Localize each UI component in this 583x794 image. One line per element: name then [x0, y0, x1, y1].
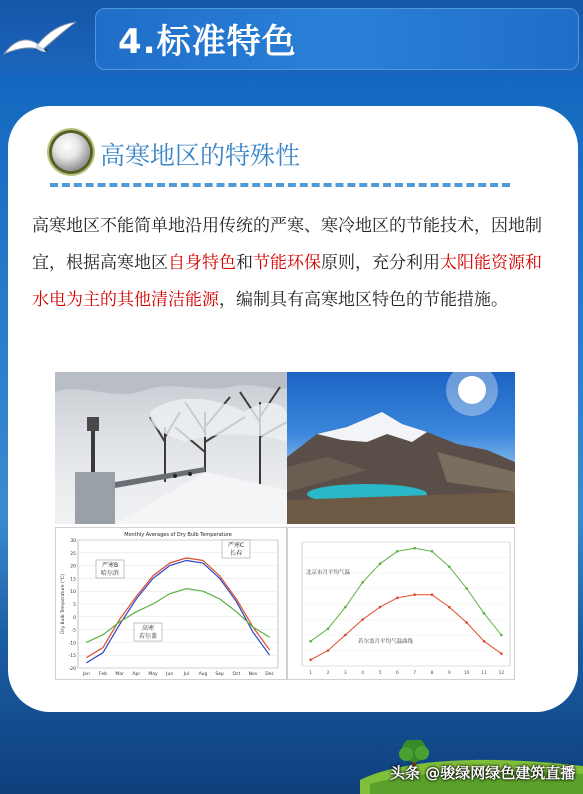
data-point [361, 618, 364, 621]
data-point [465, 621, 468, 624]
annotation-label: 严寒C [227, 542, 245, 549]
x-tick-label: Feb [99, 672, 107, 677]
data-point [327, 649, 330, 652]
y-axis-label: Dry Bulb Temperature (°C) [61, 574, 66, 634]
x-tick-label: Mar [115, 672, 124, 677]
text-part: ，编制具有高寒地区特色的节能措施。 [219, 290, 508, 310]
data-point [500, 652, 503, 655]
data-point [483, 612, 486, 615]
x-tick-label: 7 [413, 671, 417, 676]
annotation-label: 若尔盖月平均气温曲线 [358, 639, 414, 645]
y-tick-label: -5 [71, 628, 76, 634]
y-tick-label: 0 [73, 615, 76, 621]
y-tick-label: 5 [73, 603, 76, 608]
annotation-label: 北京市月平均气温 [306, 570, 351, 576]
body-paragraph [32, 208, 557, 319]
x-tick-label: 2 [326, 671, 330, 676]
x-tick-label: Dec [265, 672, 275, 677]
data-point [431, 550, 434, 553]
y-tick-label: 15 [70, 577, 76, 583]
data-point [379, 606, 382, 609]
data-point [413, 593, 416, 596]
chart-right-plot [288, 528, 516, 681]
x-tick-label: 1 [309, 671, 313, 676]
dashed-divider [50, 183, 510, 187]
bullet-orb-icon [52, 133, 90, 171]
page-title: 4.标准特色 [118, 22, 297, 62]
chart-left-plot [56, 528, 288, 681]
highlight-self-features: 自身特色 [168, 253, 236, 273]
data-point [483, 640, 486, 643]
data-point [431, 593, 434, 596]
watermark: 头条 @骏绿网绿色建筑直播 [390, 764, 576, 782]
data-point [500, 634, 503, 637]
x-tick-label: 4 [361, 671, 365, 676]
section-title: 高寒地区的特殊性 [100, 141, 301, 170]
series-line-0 [311, 548, 502, 641]
x-tick-label: Jun [166, 672, 174, 677]
x-tick-label: Sep [215, 672, 224, 677]
data-point [448, 566, 451, 569]
data-point [379, 562, 382, 565]
x-tick-label: Jul [183, 672, 190, 677]
data-point [309, 659, 312, 662]
data-point [396, 550, 399, 553]
data-point [327, 628, 330, 631]
y-tick-label: 30 [70, 539, 76, 544]
data-point [344, 634, 347, 637]
x-tick-label: 10 [463, 671, 470, 676]
data-point [396, 597, 399, 600]
data-point [361, 581, 364, 584]
y-tick-label: -20 [68, 667, 76, 672]
annotation-label: 长春 [229, 550, 243, 557]
text-part: 原则，充分利用 [321, 253, 440, 273]
temperature-chart-right [287, 527, 515, 680]
x-tick-label: Nov [248, 672, 258, 677]
annotation-label: 严寒B [101, 562, 119, 569]
y-tick-label: -15 [68, 654, 76, 660]
seagull-icon [0, 10, 80, 70]
series-line-1 [311, 595, 502, 660]
x-tick-label: Jan [82, 672, 90, 677]
mountain-lake-photo [287, 372, 515, 524]
x-tick-label: 11 [481, 671, 487, 676]
data-point [465, 587, 468, 590]
x-tick-label: May [148, 672, 158, 677]
temperature-chart-left [55, 527, 287, 680]
mountain-scene-illustration [287, 372, 515, 524]
x-tick-label: Aug [198, 672, 208, 677]
x-tick-label: 12 [498, 671, 505, 676]
chart-title: Monthly Averages of Dry Bulb Temperature [124, 532, 232, 538]
y-tick-label: -10 [68, 641, 76, 647]
text-part: 高寒地区不能简单地沿用传统的严寒、寒冷地区的节能技术，因地制宜，根据高寒地区 [32, 216, 542, 273]
data-point [413, 547, 416, 550]
data-point [344, 606, 347, 609]
x-tick-label: Apr [132, 672, 141, 677]
data-point [448, 606, 451, 609]
snow-scene-illustration [55, 372, 287, 524]
y-tick-label: 10 [70, 590, 76, 596]
x-tick-label: 6 [395, 671, 399, 676]
data-point [309, 640, 312, 643]
x-tick-label: 3 [343, 671, 347, 676]
annotation-label: 高寒 [141, 625, 155, 632]
highlight-energy-saving: 节能环保 [253, 253, 321, 273]
y-tick-label: 25 [70, 551, 76, 557]
x-tick-label: 9 [447, 671, 451, 676]
y-tick-label: 20 [70, 564, 76, 570]
x-tick-label: 8 [430, 671, 434, 676]
x-tick-label: 5 [378, 671, 382, 676]
highlight-clean-energy: 太阳能资源和水电为主的其他清洁能源 [32, 253, 542, 310]
snow-street-photo [55, 372, 287, 524]
x-tick-label: Oct [232, 672, 241, 677]
text-part: 和 [236, 253, 253, 273]
annotation-label: 若尔盖 [138, 633, 158, 640]
annotation-label: 哈尔滨 [100, 570, 120, 577]
